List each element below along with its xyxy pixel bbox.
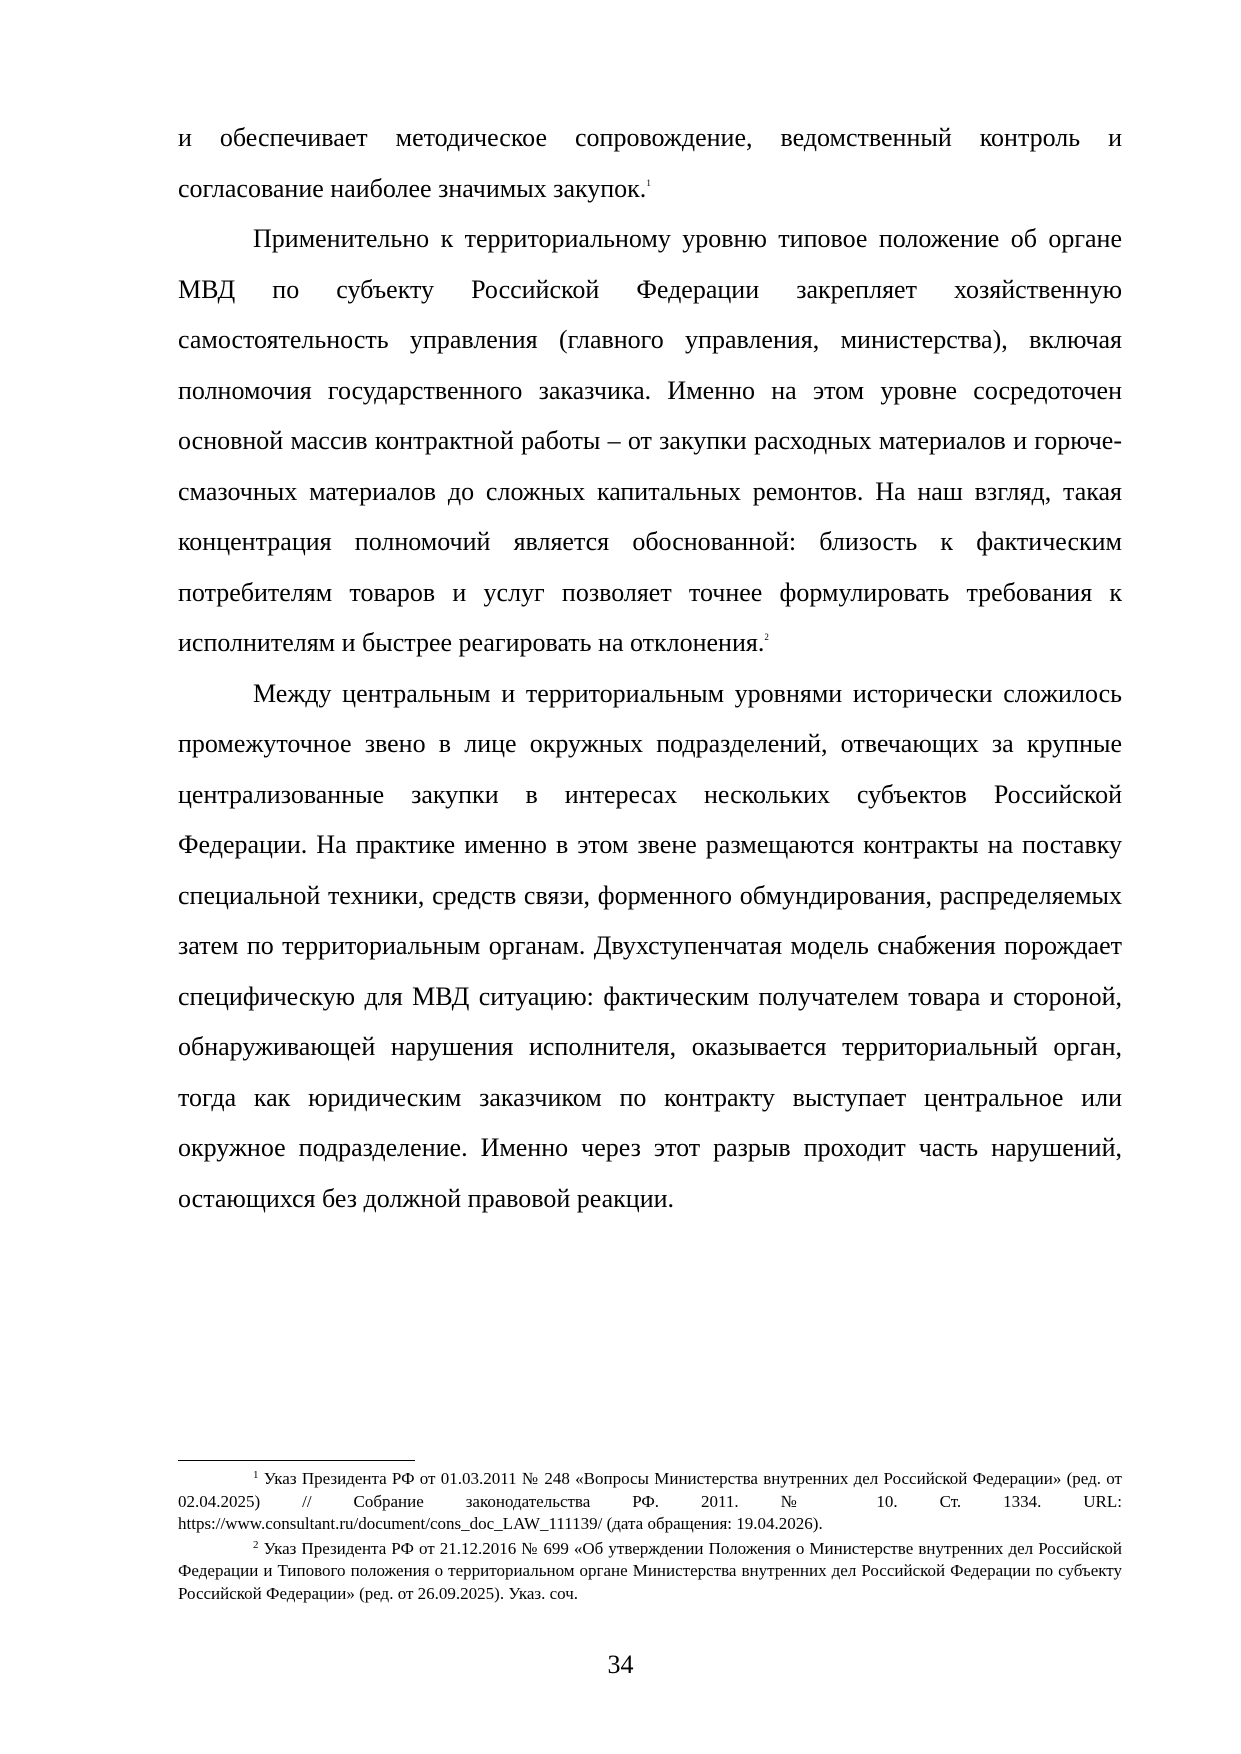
- footnote-1-text: Указ Президента РФ от 01.03.2011 № 248 «Вопросы Министерства внутренних дел Российской Федерации» (ред. от 02.04.2025) // Собрание законодательства РФ. 2011. № 10. Ст. 1334. URL: https://www.consultant.ru/document/cons_doc_LAW_111139/ (дата обращения: 19.04.2026).: [178, 1469, 1122, 1533]
- paragraph-3-text: Между центральным и территориальным уровнями исторически сложилось промежуточное звено в лице окружных подразделений, отвечающих за крупные централизованные закупки в интересах нескольких субъектов Российской Федерации. На практике именно в этом звене размещаются контракты на поставку специальной техники, средств связи, форменного обмундирования, распределяемых затем по территориальным органам. Двухступенчатая модель снабжения порождает специфическую для МВД ситуацию: фактическим получателем товара и стороной, обнаруживающей нарушения исполнителя, оказывается территориальный орган, тогда как юридическим заказчиком по контракту выступает центральное или окружное подразделение. Именно через этот разрыв проходит часть нарушений, остающихся без должной правовой реакции.: [178, 678, 1122, 1213]
- footnote-ref-1[interactable]: 1: [646, 177, 651, 188]
- footnote-separator: [178, 1460, 415, 1461]
- footnote-1: [178, 1468, 1122, 1536]
- footnote-2-number: 2: [253, 1538, 259, 1551]
- footnote-2-text: Указ Президента РФ от 21.12.2016 № 699 «Об утверждении Положения о Министерстве внутренних дел Российской Федерации и Типового положения о территориальном органе Министерства внутренних дел Российской Федерации по субъекту Российской Федерации» (ред. от 26.09.2025). Указ. соч.: [178, 1538, 1122, 1603]
- footnotes: [178, 1468, 1122, 1607]
- paragraph-2-text: Применительно к территориальному уровню типовое положение об органе МВД по субъекту Российской Федерации закрепляет хозяйственную самостоятельность управления (главного управления, министерства), включая полномочия государственного заказчика. Именно на этом уровне сосредоточен основной массив контрактной работы – от закупки расходных материалов и горюче-смазочных материалов до сложных капитальных ремонтов. На наш взгляд, такая концентрация полномочий является обоснованной: близость к фактическим потребителям товаров и услуг позволяет точнее формулировать требования к исполнителям и быстрее реагировать на отклонения.: [178, 224, 1122, 657]
- paragraph-2: [178, 214, 1122, 669]
- paragraph-1: [178, 113, 1122, 214]
- body-text: [178, 113, 1122, 1224]
- footnote-2: [178, 1538, 1122, 1606]
- paragraph-1-text: и обеспечивает методическое сопровождение, ведомственный контроль и согласование наиболее значимых закупок.: [178, 123, 1122, 203]
- footnote-1-number: 1: [253, 1469, 259, 1481]
- paragraph-3: [178, 669, 1122, 1225]
- footnote-ref-2[interactable]: 2: [764, 632, 769, 642]
- page-number: 34: [607, 1650, 634, 1679]
